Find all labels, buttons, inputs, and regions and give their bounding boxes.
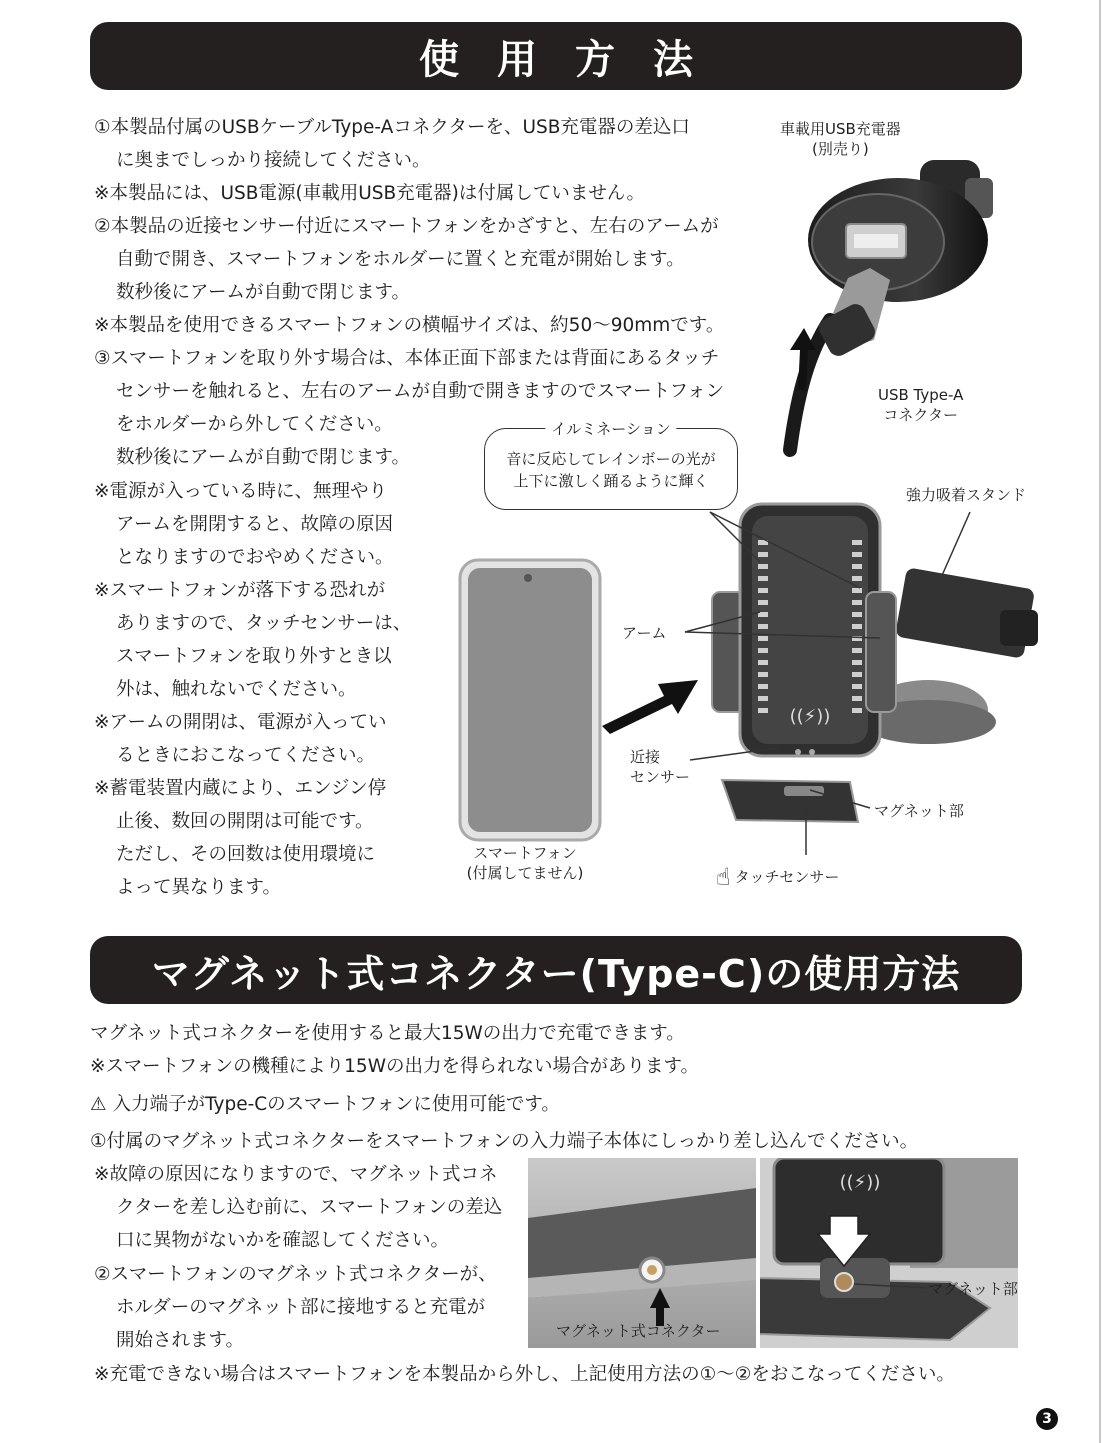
usage-line: ③スマートフォンを取り外す場合は、本体正面下部または背面にあるタッチ — [94, 348, 720, 369]
usage-line: をホルダーから外してください。 — [116, 414, 393, 435]
usage-line: ①本製品付属のUSBケーブルType-Aコネクターを、USB充電器の差込口 — [94, 117, 690, 138]
usage-line: 自動で開き、スマートフォンをホルダーに置くと充電が開始します。 — [116, 249, 685, 270]
usage-note: ただし、その回数は使用環境に — [116, 844, 376, 865]
warning-triangle-icon: ⚠ — [90, 1094, 107, 1115]
magnetic-note: ※故障の原因になりますので、マグネット式コネ — [94, 1164, 498, 1185]
magnetic-step: ①付属のマグネット式コネクターをスマートフォンの入力端子本体にしっかり差し込んでください。 — [90, 1131, 919, 1152]
holder-magnet-photo — [760, 1158, 1018, 1348]
usage-note: るときにおこなってください。 — [116, 745, 376, 766]
magnetic-note: ※充電できない場合はスマートフォンを本製品から外し、上記使用方法の①〜②をおこなってください。 — [94, 1364, 955, 1385]
arm-label: アーム — [622, 624, 667, 642]
usage-line: 数秒後にアームが自動で閉じます。 — [116, 447, 410, 468]
magnet-part-label-2: マグネット部 — [928, 1280, 1018, 1298]
usage-line: ②本製品の近接センサー付近にスマートフォンをかざすと、左右のアームが — [94, 216, 719, 237]
magnetic-connector-label: マグネット式コネクター — [556, 1322, 721, 1340]
page-number: 3 — [1036, 1408, 1058, 1430]
magnetic-step: 開始されます。 — [116, 1330, 245, 1351]
page-edge-line — [1099, 0, 1101, 1443]
magnetic-note: 口に異物がないかを確認してください。 — [116, 1230, 450, 1251]
usage-line: センサーを触れると、左右のアームが自動で開きますのでスマートフォン — [116, 381, 725, 402]
usage-note: ※アームの開閉は、電源が入ってい — [94, 712, 387, 733]
magnet-part-label: マグネット部 — [874, 802, 964, 820]
magnetic-note: ※スマートフォンの機種により15Wの出力を得られない場合があります。 — [90, 1056, 700, 1077]
usage-line: に奥までしっかり接続してください。 — [116, 150, 431, 171]
suction-stand-label: 強力吸着スタンド — [906, 486, 1027, 504]
hand-pointer-icon: ☝ — [716, 863, 731, 891]
usage-note: ありますので、タッチセンサーは、 — [116, 613, 412, 634]
usage-note: ※電源が入っている時に、無理やり — [94, 481, 388, 502]
callout-leader-lines — [560, 480, 1040, 880]
section-title-usage: 使用方法 — [90, 22, 1022, 90]
usage-note: となりますのでおやめください。 — [116, 547, 394, 568]
usb-type-a-label: USB Type-A コネクター — [878, 386, 964, 424]
usage-note: ※本製品を使用できるスマートフォンの横幅サイズは、約50〜90mmです。 — [94, 315, 725, 336]
illumination-description: 音に反応してレインボーの光が 上下に激しく踊るように輝く — [506, 450, 716, 490]
magnetic-note: クターを差し込む前に、スマートフォンの差込 — [116, 1197, 503, 1218]
illumination-title: イルミネーション — [545, 418, 676, 439]
magnetic-step: ②スマートフォンのマグネット式コネクターが、 — [94, 1264, 497, 1285]
magnetic-step: ホルダーのマグネット部に接地すると充電が — [116, 1297, 486, 1318]
usage-note: よって異なります。 — [116, 877, 282, 898]
usage-note: ※蓄電装置内蔵により、エンジン停 — [94, 778, 387, 799]
magnetic-connector-photo — [528, 1158, 756, 1348]
section-title-magnetic-connector: マグネット式コネクター(Type-C)の使用方法 — [90, 936, 1022, 1004]
usage-note: ※本製品には、USB電源(車載用USB充電器)は付属していません。 — [94, 183, 645, 204]
touch-sensor-label: ☝ タッチセンサー — [716, 862, 839, 893]
charger-label: 車載用USB充電器 (別売り) — [780, 120, 901, 158]
svg-text:((⚡)): ((⚡)) — [789, 706, 831, 727]
usage-note: 外は、触れないでください。 — [116, 679, 357, 700]
usage-line: 数秒後にアームが自動で閉じます。 — [116, 282, 410, 303]
usage-note: スマートフォンを取り外すとき以 — [116, 646, 392, 667]
usage-note: ※スマートフォンが落下する恐れが — [94, 580, 386, 601]
proximity-sensor-label: 近接 センサー — [630, 748, 691, 786]
magnetic-intro: マグネット式コネクターを使用すると最大15Wの出力で充電できます。 — [90, 1023, 685, 1044]
usage-note: アームを開閉すると、故障の原因 — [116, 514, 393, 535]
warning-line: ⚠ 入力端子がType-Cのスマートフォンに使用可能です。 — [90, 1094, 560, 1115]
svg-text:((⚡)): ((⚡)) — [839, 1172, 881, 1193]
smartphone-label: スマートフォン (付属してません) — [466, 844, 584, 882]
usage-note: 止後、数回の開閉は可能です。 — [116, 811, 374, 832]
